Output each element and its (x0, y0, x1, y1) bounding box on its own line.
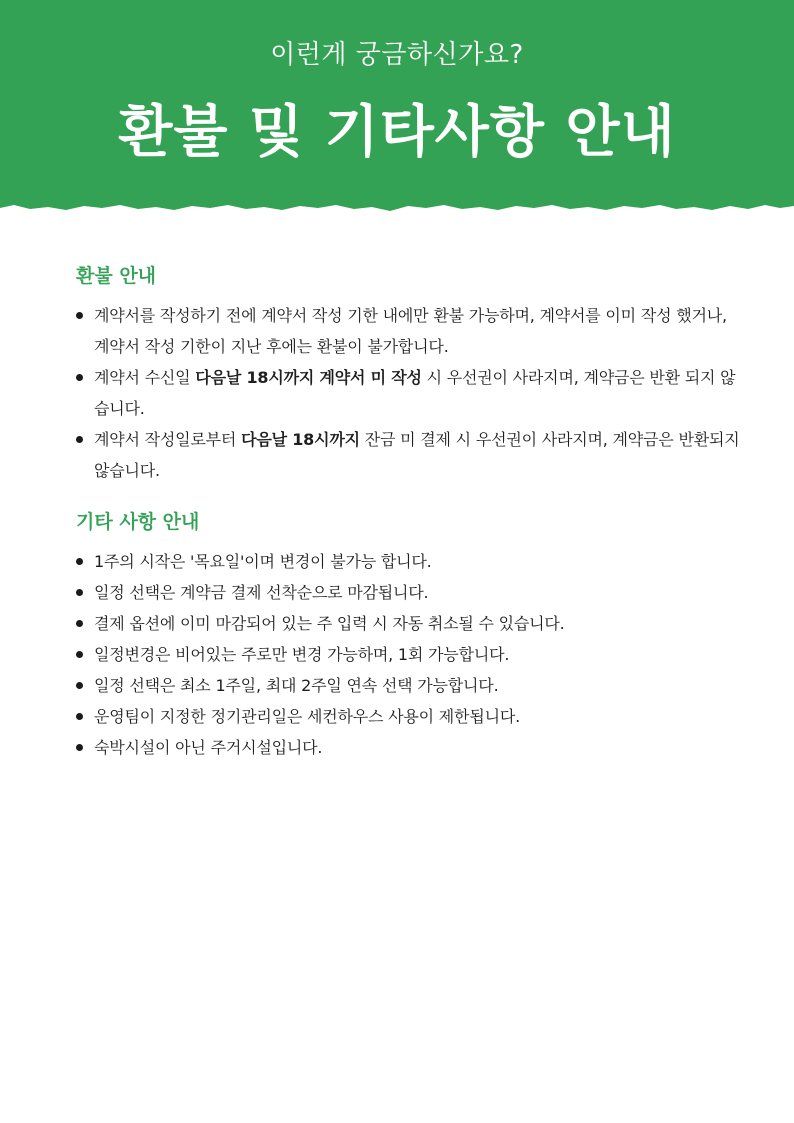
header-subtitle: 이런게 궁금하신가요? (270, 40, 524, 70)
item-text: 결제 옵션에 이미 마감되어 있는 주 입력 시 자동 취소될 수 있습니다. (94, 614, 565, 633)
bullet-icon (76, 589, 83, 596)
list-item (76, 639, 746, 670)
item-text: 계약서 작성일로부터 (94, 430, 242, 449)
item-text: 시 우선권이 사라지며, 계약금은 반환 되지 않습니다. (94, 368, 736, 418)
list-item (76, 546, 746, 577)
item-text: 계약서 수신일 (94, 368, 196, 387)
etc-list (76, 546, 746, 763)
item-text: 일정 선택은 계약금 결제 선착순으로 마감됩니다. (94, 583, 429, 602)
header-banner (0, 0, 794, 222)
etc-section-title: 기타 사항 안내 (76, 511, 200, 533)
refund-section (76, 262, 746, 486)
list-item (76, 701, 746, 732)
bullet-icon (76, 436, 83, 443)
list-item (76, 300, 746, 362)
bullet-icon (76, 651, 83, 658)
bullet-icon (76, 682, 83, 689)
bullet-icon (76, 312, 83, 319)
item-text: 잔금 미 결제 시 우선권이 사라지며, 계약금은 반환되지 않습니다. (94, 430, 740, 480)
item-text: 일정변경은 비어있는 주로만 변경 가능하며, 1회 가능합니다. (94, 645, 510, 664)
bullet-icon (76, 620, 83, 627)
item-text: 1주의 시작은 '목요일'이며 변경이 불가능 합니다. (94, 552, 432, 571)
refund-section-title: 환불 안내 (76, 265, 157, 287)
item-text: 운영팀이 지정한 정기관리일은 세컨하우스 사용이 제한됩니다. (94, 707, 520, 726)
item-text: 일정 선택은 최소 1주일, 최대 2주일 연속 선택 가능합니다. (94, 676, 499, 695)
emphasis-text: 다음날 18시까지 (241, 430, 360, 449)
list-item (76, 362, 746, 424)
list-item (76, 670, 746, 701)
emphasis-text: 다음날 18시까지 계약서 미 작성 (195, 368, 422, 387)
list-item (76, 424, 746, 486)
bullet-icon (76, 374, 83, 381)
etc-section (76, 508, 746, 763)
item-text: 숙박시설이 아닌 주거시설입니다. (94, 738, 323, 757)
item-text: 계약서를 작성하기 전에 계약서 작성 기한 내에만 환불 가능하며, 계약서를 이미 작성 했거나, 계약서 작성 기한이 지난 후에는 환불이 불가합니다. (94, 306, 727, 356)
list-item (76, 608, 746, 639)
bullet-icon (76, 558, 83, 565)
bullet-icon (76, 713, 83, 720)
page-title: 환불 및 기타사항 안내 (118, 100, 676, 165)
refund-list (76, 300, 746, 486)
list-item (76, 577, 746, 608)
list-item (76, 732, 746, 763)
bullet-icon (76, 744, 83, 751)
content-area (76, 262, 746, 763)
